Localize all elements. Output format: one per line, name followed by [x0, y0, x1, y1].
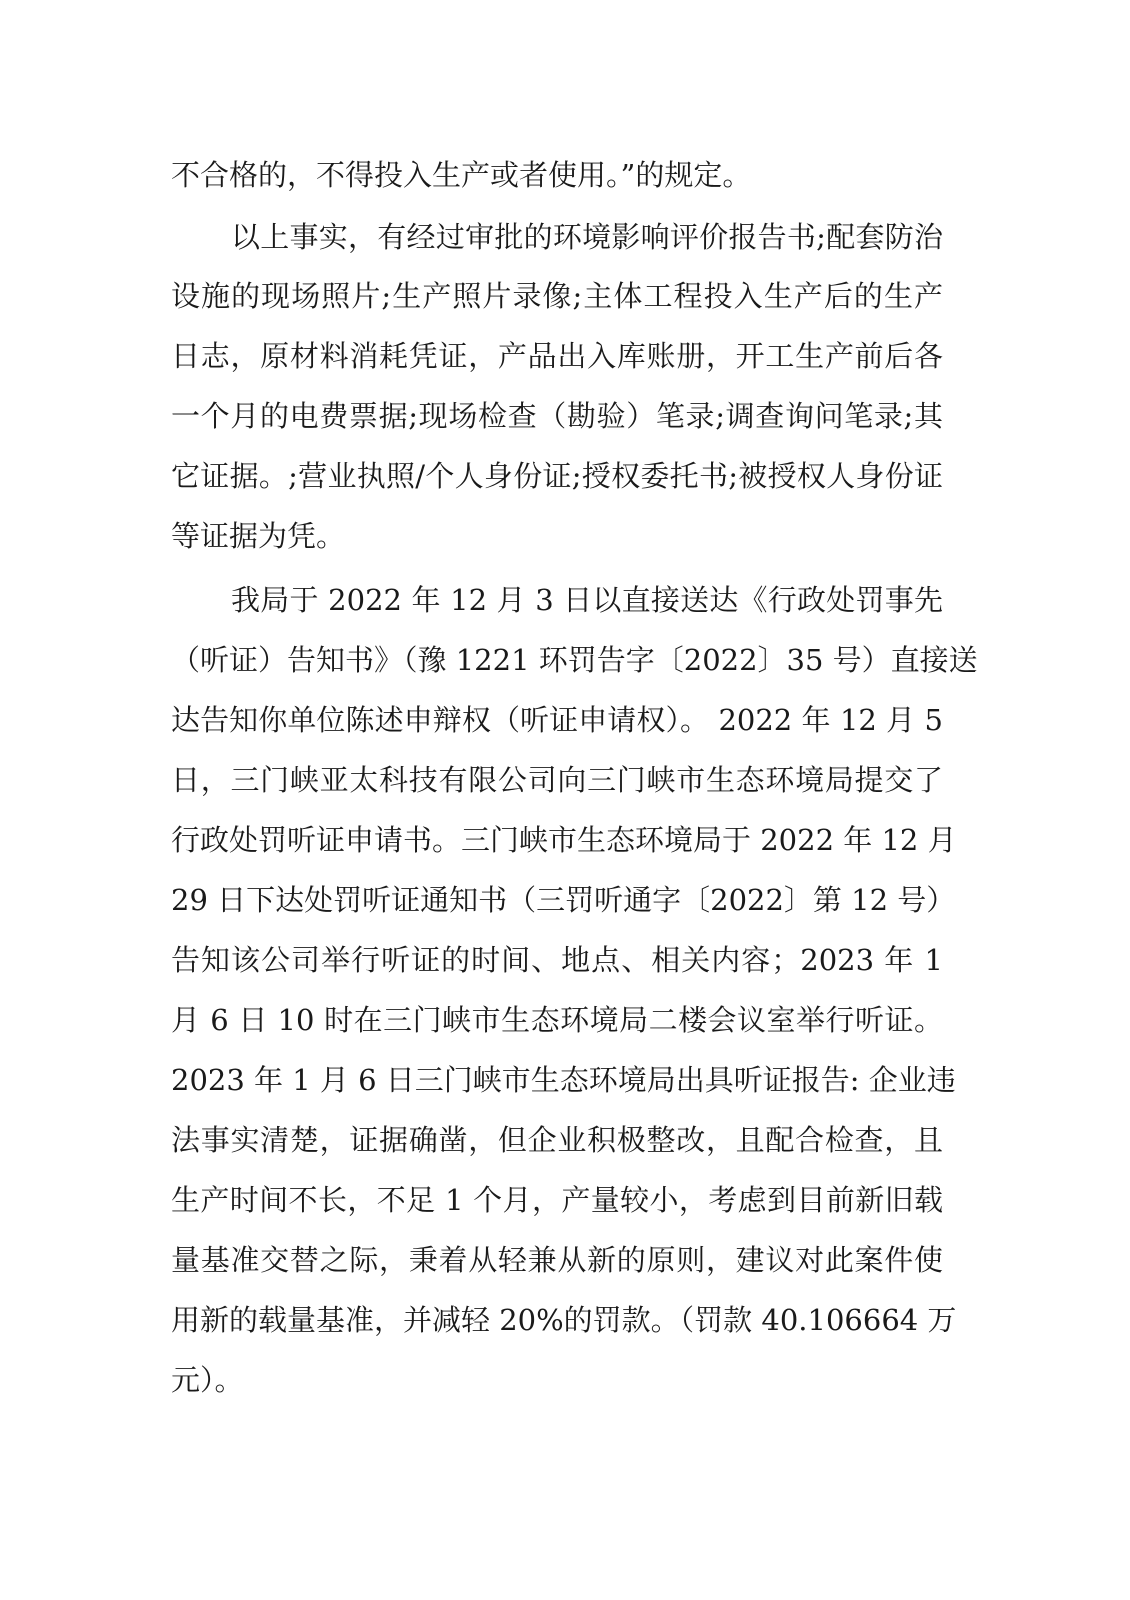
- paragraph-2-line-6: 等证据为凭。: [171, 519, 346, 553]
- paragraph-2-line-3: 日志，原材料消耗凭证，产品出入库账册，开工生产前后各: [171, 339, 943, 373]
- paragraph-2-line-2: 设施的现场照片;生产照片录像;主体工程投入生产后的生产: [171, 279, 943, 313]
- paragraph-3-line-9: 2023 年 1 月 6 日三门峡市生态环境局出具听证报告: 企业违: [171, 1063, 956, 1097]
- paragraph-2-line-1: 以上事实，有经过审批的环境影响评价报告书;配套防治: [231, 220, 943, 254]
- paragraph-2-line-4: 一个月的电费票据;现场检查（勘验）笔录;调查询问笔录;其: [171, 399, 943, 433]
- paragraph-3-line-3: 达告知你单位陈述申辩权（听证申请权）。 2022 年 12 月 5: [171, 703, 943, 737]
- paragraph-3-line-14: 元）。: [171, 1363, 244, 1397]
- paragraph-3-line-6: 29 日下达处罚听证通知书（三罚听通字〔2022〕第 12 号）: [171, 883, 956, 917]
- paragraph-1-line-1: 不合格的，不得投入生产或者使用。”的规定。: [171, 158, 752, 192]
- paragraph-2-line-5: 它证据。;营业执照/个人身份证;授权委托书;被授权人身份证: [171, 459, 943, 493]
- paragraph-3-line-13: 用新的载量基准，并减轻 20%的罚款。（罚款 40.106664 万: [171, 1303, 957, 1337]
- paragraph-3-line-4: 日，三门峡亚太科技有限公司向三门峡市生态环境局提交了: [171, 763, 943, 797]
- paragraph-3-line-7: 告知该公司举行听证的时间、地点、相关内容；2023 年 1: [171, 943, 943, 977]
- paragraph-3-line-5: 行政处罚听证申请书。三门峡市生态环境局于 2022 年 12 月: [171, 823, 957, 857]
- paragraph-3-line-11: 生产时间不长，不足 1 个月，产量较小，考虑到目前新旧载: [171, 1183, 943, 1217]
- paragraph-3-line-10: 法事实清楚，证据确凿，但企业积极整改，且配合检查，且: [171, 1123, 943, 1157]
- paragraph-3-line-2: （听证）告知书》（豫 1221 环罚告字〔2022〕35 号）直接送: [171, 643, 978, 677]
- paragraph-3-line-8: 月 6 日 10 时在三门峡市生态环境局二楼会议室举行听证。: [171, 1003, 943, 1037]
- paragraph-3-line-1: 我局于 2022 年 12 月 3 日以直接送达《行政处罚事先: [231, 583, 943, 617]
- paragraph-3-line-12: 量基准交替之际，秉着从轻兼从新的原则，建议对此案件使: [171, 1243, 943, 1277]
